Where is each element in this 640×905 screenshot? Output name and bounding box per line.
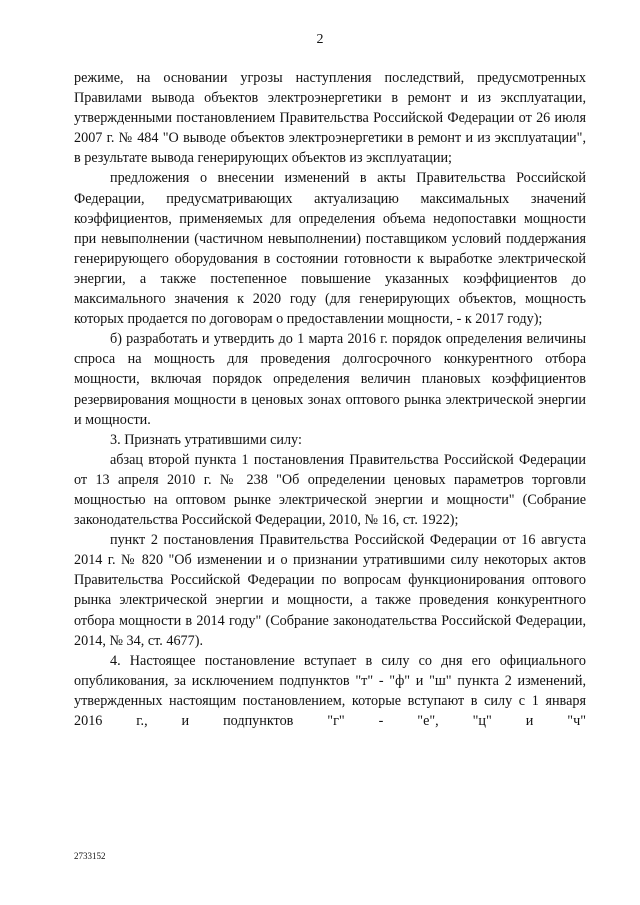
paragraph: 4. Настоящее постановление вступает в силу со дня его официального опубликования, за исключением подпунктов "т" - "ф" и "ш" пункта 2 изменений, утвержденных настоящим постановлением, которые вступают в силу с 1 января 2016 г., и подпунктов "г" - "е", "ц" и "ч" [74, 652, 586, 729]
paragraph: б) разработать и утвердить до 1 марта 2016 г. порядок определения величины спроса на мощность для проведения долгосрочного конкурентного отбора мощности, включая порядок определения величин плановых коэффициентов резервирования мощности в ценовых зонах оптового рынка электрической энергии и мощности. [74, 331, 586, 428]
document-body [74, 68, 586, 731]
paragraph: 3. Признать утратившими силу: [110, 431, 302, 448]
paragraph: предложения о внесении изменений в акты Правительства Российской Федерации, предусматривающих актуализацию максимальных значений коэффициентов, применяемых для определения объема недопоставки мощности при невыполнении (частичном невыполнении) поставщиком условий поддержания генерирующего оборудования в состоянии готовности к выработке электрической энергии, а также постепенное повышение указанных коэффициентов до максимального значения к 2020 году (для генерирующих объектов, мощность которых продается по договорам о предоставлении мощности, - к 2017 году); [74, 170, 586, 328]
paragraph: режиме, на основании угрозы наступления последствий, предусмотренных Правилами вывода объектов электроэнергетики в ремонт и из эксплуатации, утвержденными постановлением Правительства Российской Федерации от 26 июля 2007 г. № 484 "О выводе объектов электроэнергетики в ремонт и из эксплуатации", в результате вывода генерирующих объектов из эксплуатации; [74, 70, 586, 167]
paragraph: пункт 2 постановления Правительства Российской Федерации от 16 августа 2014 г. № 820 "Об изменении и о признании утратившими силу некоторых актов Правительства Российской Федерации по вопросам функционирования оптового рынка электрической энергии и мощности, а также проведения конкурентного отбора мощности в 2014 году" (Собрание законодательства Российской Федерации, 2014, № 34, ст. 4677). [74, 532, 586, 649]
page-number: 2 [316, 32, 324, 47]
document-code: 2733152 [74, 851, 106, 861]
paragraph: абзац второй пункта 1 постановления Правительства Российской Федерации от 13 апреля 2010 г. № 238 "Об определении ценовых параметров торговли мощностью на оптовом рынке электрической энергии и мощности" (Собрание законодательства Российской Федерации, 2010, № 16, ст. 1922); [74, 451, 586, 529]
